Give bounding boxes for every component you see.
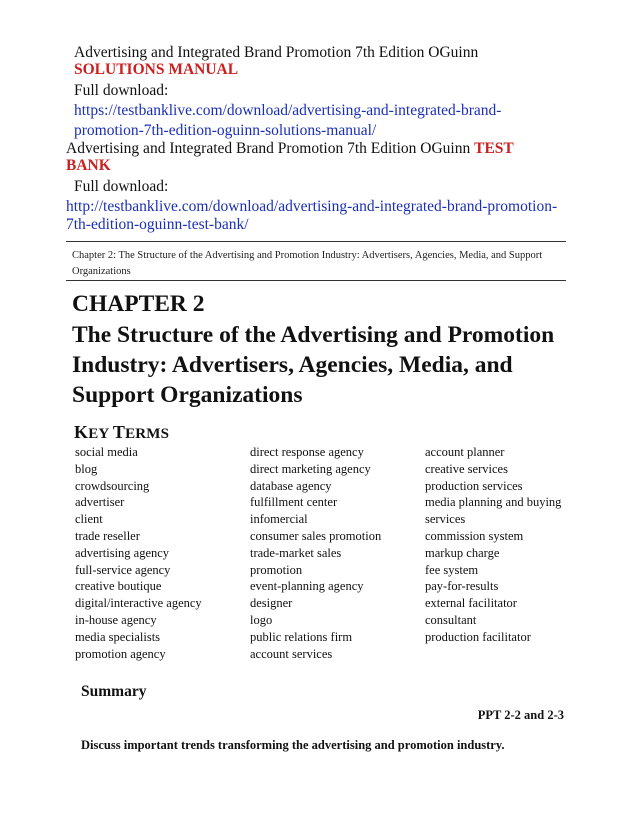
key-term: pay-for-results: [425, 579, 499, 594]
key-term: markup charge: [425, 545, 500, 560]
title-line-2: Advertising and Integrated Brand Promotion 7th Edition OGuinn TEST: [66, 140, 514, 157]
key-term: external facilitator: [425, 596, 517, 611]
key-term: logo: [250, 612, 273, 627]
key-term: promotion agency: [75, 646, 166, 661]
title-line-1: Advertising and Integrated Brand Promotion 7th Edition OGuinn: [74, 44, 479, 61]
test-bank-link-line-2[interactable]: 7th-edition-oguinn-test-bank/: [66, 216, 249, 233]
key-term: full-service agency: [75, 562, 171, 577]
key-term: direct response agency: [250, 445, 364, 459]
key-term: database agency: [250, 478, 332, 493]
key-term: creative boutique: [75, 579, 162, 594]
key-term: production services: [425, 478, 523, 493]
solutions-manual-label: SOLUTIONS MANUAL: [74, 61, 239, 78]
full-download-label: Full download:: [74, 82, 169, 99]
running-head-bottom-rule: [66, 280, 566, 281]
key-terms-column-1: [75, 444, 202, 662]
test-bank-link-line-1[interactable]: http://testbanklive.com/download/advertising-and-integrated-brand-promotion-: [66, 198, 558, 215]
test-bank-label-cont: BANK: [66, 157, 111, 174]
solutions-manual-link-line-1[interactable]: https://testbanklive.com/download/advertising-and-integrated-brand-: [74, 102, 502, 119]
key-term: direct marketing agency: [250, 461, 371, 476]
key-term: account planner: [425, 445, 505, 459]
key-term: advertising agency: [75, 545, 170, 560]
key-term: media planning and buying: [425, 495, 562, 510]
key-term: advertiser: [75, 495, 125, 510]
key-term: commission system: [425, 528, 524, 543]
key-term: social media: [75, 445, 138, 459]
key-term: account services: [250, 646, 333, 661]
chapter-title-line-2: Industry: Advertisers, Agencies, Media, and: [72, 352, 513, 378]
key-term: consultant: [425, 612, 477, 627]
key-term: media specialists: [75, 629, 161, 644]
key-term: public relations firm: [250, 629, 353, 644]
key-term: trade-market sales: [250, 545, 342, 560]
key-term: fulfillment center: [250, 495, 338, 510]
key-terms-heading: KEY TERMS: [74, 422, 170, 442]
chapter-label: CHAPTER 2: [72, 291, 205, 317]
solutions-manual-link-line-2[interactable]: promotion-7th-edition-oguinn-solutions-manual/: [74, 122, 377, 139]
chapter-title-line-3: Support Organizations: [72, 382, 303, 408]
key-term: client: [75, 512, 103, 527]
summary-discussion-prompt: Discuss important trends transforming the advertising and promotion industry.: [81, 738, 505, 752]
key-term: in-house agency: [75, 612, 157, 627]
running-head-line-2: Organizations: [72, 266, 131, 277]
running-head-line-1: Chapter 2: The Structure of the Advertising and Promotion Industry: Advertisers, Agencies, Media, and Support: [72, 250, 543, 261]
key-term: creative services: [425, 461, 508, 476]
key-terms-column-2: [250, 444, 381, 662]
key-term: event-planning agency: [250, 579, 364, 594]
test-bank-label: TEST: [474, 140, 514, 157]
key-term: fee system: [425, 562, 479, 577]
full-download-label-2: Full download:: [74, 178, 169, 195]
key-term: production facilitator: [425, 629, 531, 644]
key-term: crowdsourcing: [75, 478, 150, 493]
key-term: services: [425, 512, 466, 527]
key-term: blog: [75, 461, 98, 476]
key-term: designer: [250, 596, 293, 611]
key-term: promotion: [250, 562, 303, 577]
key-term: consumer sales promotion: [250, 528, 382, 543]
summary-heading: Summary: [81, 683, 147, 700]
chapter-title-line-1: The Structure of the Advertising and Promotion: [72, 322, 555, 348]
key-term: trade reseller: [75, 528, 140, 543]
ppt-reference: PPT 2-2 and 2-3: [477, 708, 564, 722]
key-terms-column-3: [425, 444, 561, 646]
key-term: digital/interactive agency: [75, 596, 202, 611]
key-term: infomercial: [250, 512, 308, 527]
running-head-top-rule: [66, 241, 566, 242]
